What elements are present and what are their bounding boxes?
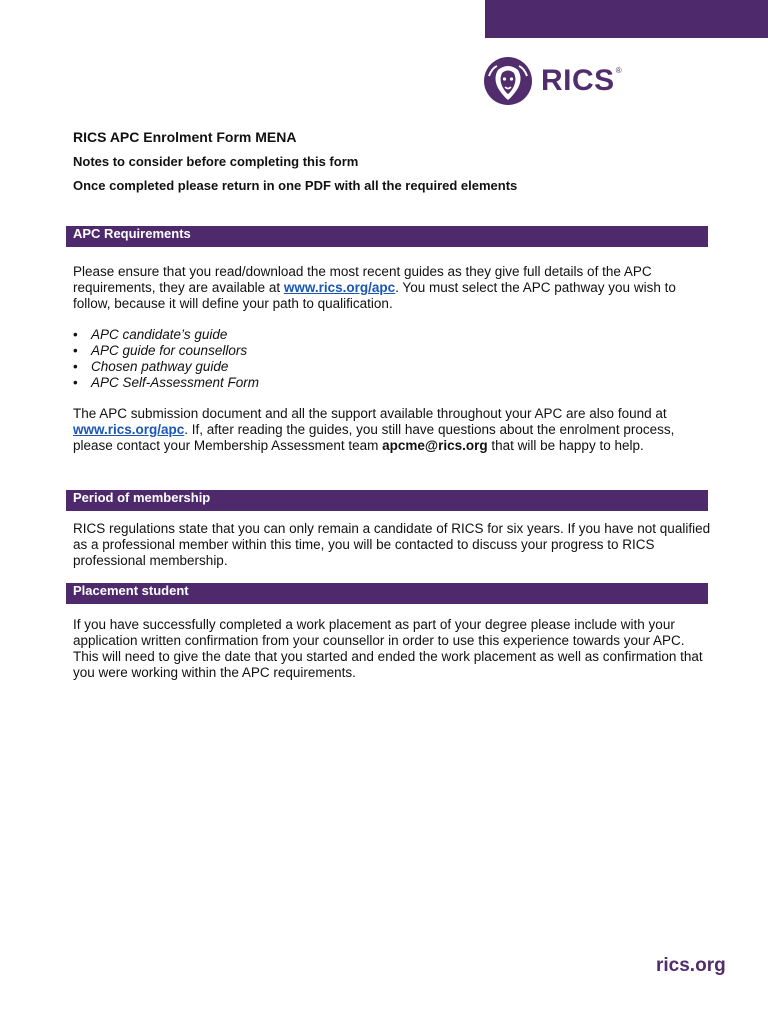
- rics-apc-link[interactable]: www.rics.org/apc: [283, 280, 396, 295]
- guide-label: APC guide for counsellors: [91, 343, 248, 358]
- requirements-p2-text-middle: . If, after reading the guides, you still have questions about the enrolment process, please contact your Membership Assessment team: [73, 422, 675, 453]
- section-heading-period-of-membership: Period of membership: [66, 490, 708, 511]
- requirements-p1-text: Please ensure that you read/download the most recent guides as they give full details of the APC requirements, they are available at: [73, 264, 652, 295]
- requirements-p1-text-end: . You must select the APC pathway you wish to follow, because it will define your path to qualification.: [73, 280, 676, 311]
- logo-wordmark: RICS: [541, 64, 615, 97]
- assessment-email: apcme@rics.org: [382, 438, 488, 453]
- list-item: [73, 375, 259, 391]
- placement-paragraph: If you have successfully completed a work placement as part of your degree please include with your application written confirmation from your counsellor in order to use this experience towards your APC. This will need to give the date that you started and ended the work placement as well as confirmation that you were working within the APC requirements.: [73, 617, 703, 680]
- page-title: RICS APC Enrolment Form MENA: [73, 129, 297, 145]
- bullet: •: [73, 375, 78, 390]
- guides-list: [73, 327, 259, 391]
- top-brand-bar: [485, 0, 768, 38]
- rics-logo: [483, 56, 622, 106]
- lion-head-icon: [483, 56, 533, 106]
- bullet: •: [73, 343, 78, 358]
- guide-label: APC Self-Assessment Form: [91, 375, 260, 390]
- rics-apc-link-2[interactable]: www.rics.org/apc: [73, 422, 185, 437]
- membership-paragraph: RICS regulations state that you can only remain a candidate of RICS for six years. If you have not qualified as a professional member within this time, you will be contacted to discuss your progress to RICS professional membership.: [73, 521, 711, 568]
- guide-label: Chosen pathway guide: [91, 359, 229, 374]
- section-heading-apc-requirements: APC Requirements: [66, 226, 708, 247]
- bullet: •: [73, 327, 78, 342]
- list-item: [73, 359, 259, 375]
- footer-url: rics.org: [656, 955, 726, 976]
- guide-label: APC candidate’s guide: [91, 327, 228, 342]
- registered-mark: ®: [615, 65, 622, 75]
- note-return-pdf: Once completed please return in one PDF with all the required elements: [73, 178, 518, 193]
- bullet: •: [73, 359, 78, 374]
- requirements-paragraph-2: [73, 406, 713, 454]
- note-before-completing: Notes to consider before completing this form: [73, 154, 359, 169]
- requirements-p2-text-end: that will be happy to help.: [487, 438, 644, 453]
- requirements-paragraph-1: [73, 264, 713, 312]
- requirements-p2-text: The APC submission document and all the support available throughout your APC are also found at: [73, 406, 667, 421]
- list-item: [73, 343, 259, 359]
- list-item: [73, 327, 259, 343]
- section-heading-placement-student: Placement student: [66, 583, 708, 604]
